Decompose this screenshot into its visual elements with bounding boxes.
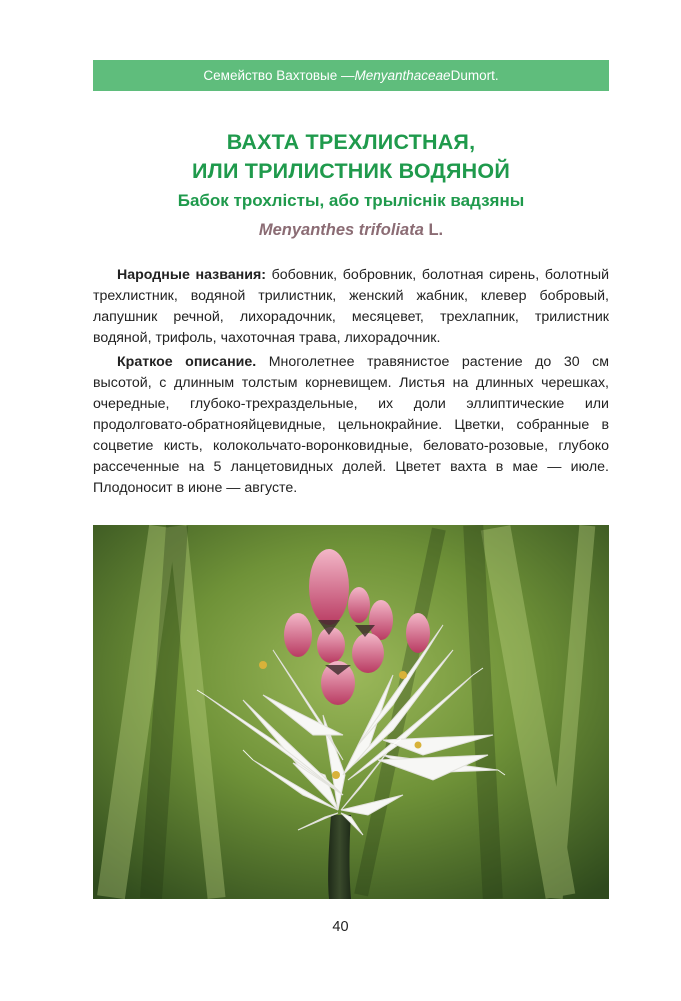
description-paragraph — [93, 352, 609, 499]
description-label: Краткое описание. — [117, 354, 257, 370]
folk-names-text: бобовник, бобровник, болотная сирень, болотный трехлистник, водяной трилистник, женский жабник, клевер бобровый, лапушник речной, лихорадочник, месяцевет, трехлапник, трилистник водяной, трифоль, чахоточная трава, лихорадочник. — [93, 267, 609, 346]
russian-title-line1: ВАХТА ТРЕХЛИСТНАЯ, — [226, 130, 476, 154]
folk-names-label: Народные названия: — [117, 267, 266, 283]
plant-titles — [93, 128, 609, 242]
bogbean-flower-photo — [93, 525, 609, 899]
family-name-latin: Menyanthaceae — [354, 68, 451, 83]
chapter-header-band — [93, 60, 609, 91]
russian-title-line2: ИЛИ ТРИЛИСТНИК ВОДЯНОЙ — [192, 159, 510, 183]
family-author: Dumort. — [450, 68, 499, 83]
page-number: 40 — [332, 919, 349, 935]
latin-species-name: Menyanthes trifoliata — [258, 221, 424, 239]
russian-title — [93, 128, 609, 186]
latin-title — [93, 218, 609, 242]
family-name-prefix: Семейство Вахтовые — — [203, 68, 355, 83]
belarusian-title: Бабок трохлісты, або трылiснiк вадзяны — [177, 191, 525, 210]
description-text: Многолетнее травянистое растение до 30 см высотой, с длинным толстым корневищем. Листья на длинных черешках, очередные, глубоко-трехраздельные, их доли эллиптические или продолговато-обратнояйцевидные, цельнокрайние. Цветки, собранные в соцветие кисть, колокольчато-воронковидные, беловато-розовые, глубоко рассеченные на 5 ланцетовидных долей. Цветет вахта в мае — июле. Плодоносит в июне — августе. — [93, 354, 609, 496]
article-body — [93, 265, 609, 502]
folk-names-paragraph — [93, 265, 609, 349]
latin-author: L. — [423, 221, 444, 239]
